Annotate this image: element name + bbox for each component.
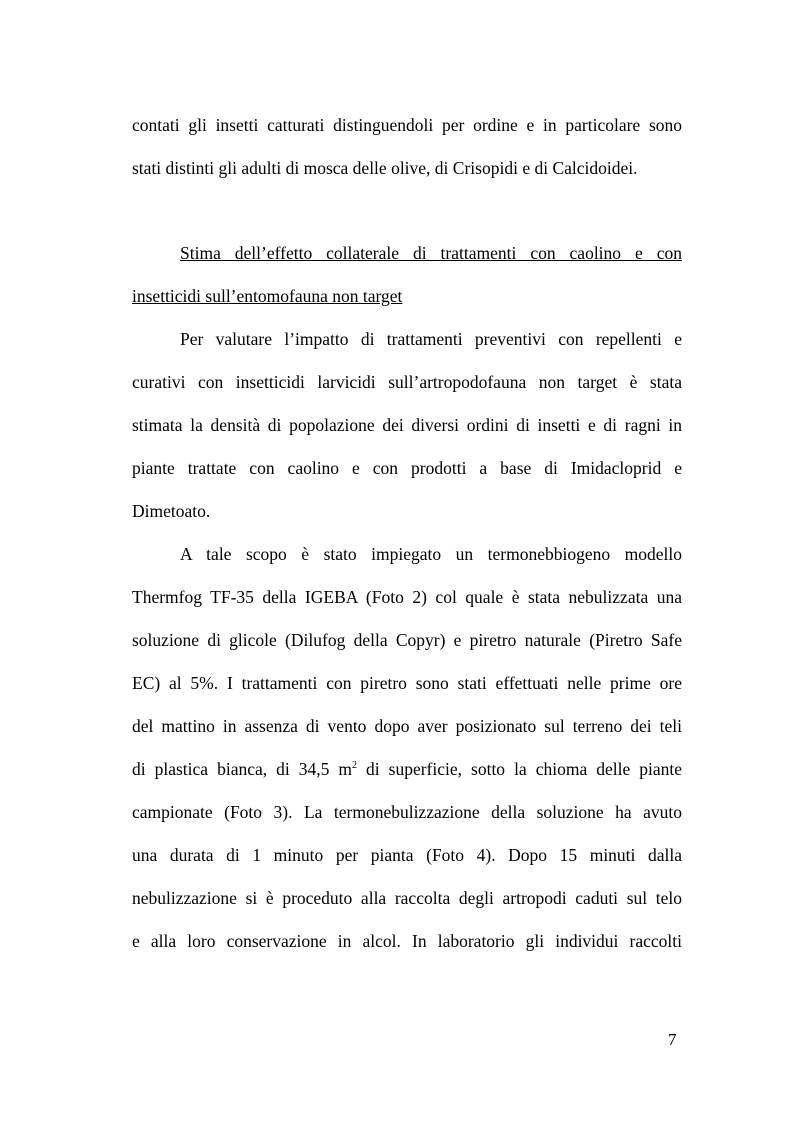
text-line: A tale scopo è stato impiegato un termonebbiogeno modello xyxy=(180,544,682,564)
section-heading xyxy=(132,232,682,318)
text-line-with-superscript xyxy=(132,748,682,791)
text-segment: di superficie, sotto la chioma delle piante xyxy=(357,759,683,779)
text-line: Per valutare l’impatto di trattamenti preventivi con repellenti e xyxy=(180,329,682,349)
heading-line: Stima dell’effetto collaterale di trattamenti con caolino e con xyxy=(180,243,682,263)
text-line: una durata di 1 minuto per pianta (Foto 4). Dopo 15 minuti dalla xyxy=(132,845,682,865)
text-segment: di plastica bianca, di 34,5 m xyxy=(132,759,353,779)
text-line: del mattino in assenza di vento dopo aver posizionato sul terreno dei teli xyxy=(132,716,682,736)
text-line: e alla loro conservazione in alcol. In laboratorio gli individui raccolti xyxy=(132,931,682,951)
text-line: Dimetoato. xyxy=(132,501,211,521)
body-paragraph-1 xyxy=(132,318,682,533)
text-line: Thermfog TF-35 della IGEBA (Foto 2) col quale è stata nebulizzata una xyxy=(132,587,682,607)
text-line: curativi con insetticidi larvicidi sull’artropodofauna non target è stata xyxy=(132,372,682,392)
text-line: nebulizzazione si è proceduto alla raccolta degli artropodi caduti sul telo xyxy=(132,888,682,908)
text-line: stimata la densità di popolazione dei diversi ordini di insetti e di ragni in xyxy=(132,415,682,435)
text-line: EC) al 5%. I trattamenti con piretro sono stati effettuati nelle prime ore xyxy=(132,673,682,693)
superscript: 2 xyxy=(352,760,358,771)
body-paragraph-2 xyxy=(132,533,682,963)
text-line: piante trattate con caolino e con prodotti a base di Imidacloprid e xyxy=(132,458,682,478)
page-number: 7 xyxy=(668,1030,677,1049)
intro-paragraph xyxy=(132,104,682,190)
text-line: stati distinti gli adulti di mosca delle olive, di Crisopidi e di Calcidoidei. xyxy=(132,158,638,178)
text-line: campionate (Foto 3). La termonebulizzazione della soluzione ha avuto xyxy=(132,802,682,822)
text-line: soluzione di glicole (Dilufog della Copyr) e piretro naturale (Piretro Safe xyxy=(132,630,682,650)
text-line: contati gli insetti catturati distinguendoli per ordine e in particolare sono xyxy=(132,115,682,135)
heading-line: insetticidi sull’entomofauna non target xyxy=(132,286,403,306)
